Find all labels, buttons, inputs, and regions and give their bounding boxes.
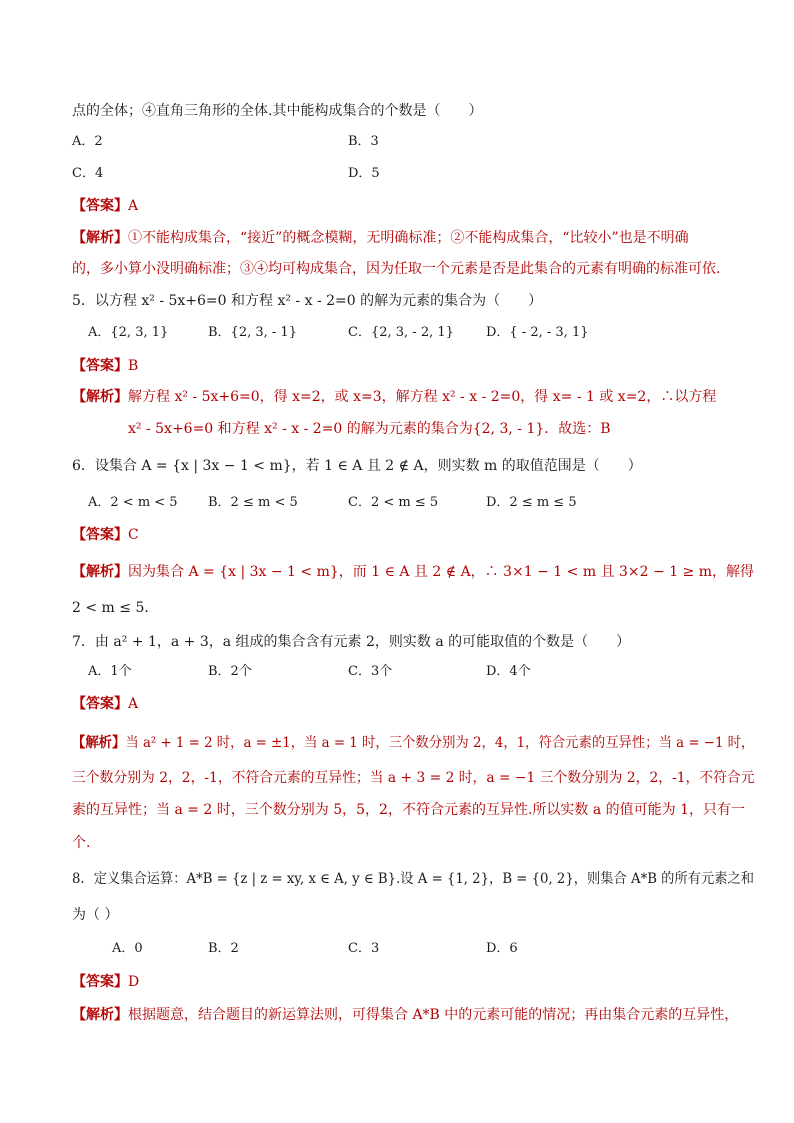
option-d: D．6 <box>486 941 518 956</box>
analysis-text: 的，多小算小没明确标准；③④均可构成集合，因为任取一个元素是否是此集合的元素有明确的标准可依. <box>72 261 721 277</box>
option-a: A．{2, 3, 1} <box>88 325 169 340</box>
option-a: A．0 <box>112 941 143 956</box>
option-c: C．3个 <box>348 664 393 679</box>
option-b: B．2 ≤ m < 5 <box>208 495 298 510</box>
question-7-stem: 7．由 a² + 1，a + 3，a 组成的集合含有元素 2，则实数 a 的可能取值的个数是（ ） <box>72 634 631 650</box>
question-6-stem: 6．设集合 A = {x | 3x − 1 < m}，若 1 ∈ A 且 2 ∉ A，则实数 m 的取值范围是（ ） <box>72 458 642 474</box>
analysis-text: 因为集合 A = {x | 3x − 1 < m}，而 1 ∈ A 且 2 ∉ A，∴ 3×1 − 1 < m 且 3×2 − 1 ≥ m，解得 <box>128 564 755 580</box>
option-b: B．2个 <box>208 664 252 679</box>
answer-value: A <box>128 198 139 214</box>
option-a: A．1个 <box>88 664 132 679</box>
analysis-text: 个. <box>72 835 91 851</box>
analysis-text: 当 a² + 1 = 2 时，a = ±1，当 a = 1 时，三个数分别为 2，4，1，符合元素的互异性；当 a = −1 时， <box>125 735 755 751</box>
answer-tag: 【答案】 <box>72 527 128 543</box>
analysis-text: ①不能构成集合，“接近”的概念模糊，无明确标准；②不能构成集合，“比较小”也是不明确 <box>128 230 689 246</box>
question-continuation: 点的全体；④直角三角形的全体.其中能构成集合的个数是（ ） <box>72 103 483 119</box>
answer-tag: 【答案】 <box>72 696 128 712</box>
analysis-text: 2 < m ≤ 5． <box>72 600 159 616</box>
option-d: D．5 <box>348 166 380 181</box>
answer-value: B <box>128 358 139 374</box>
question-8-stem: 8．定义集合运算：A*B = {z | z = xy, x ∈ A, y ∈ B}.设 A = {1, 2}，B = {0, 2}，则集合 A*B 的所有元素之和 <box>72 871 754 887</box>
analysis-line <box>72 562 754 582</box>
option-a: A．2 <box>72 134 103 149</box>
option-c: C．2 < m ≤ 5 <box>348 495 439 510</box>
answer-tag: 【答案】 <box>72 198 128 214</box>
analysis-tag: 【解析】 <box>72 735 126 751</box>
answer-value: A <box>128 696 139 712</box>
option-c: C．{2, 3, - 2, 1} <box>348 325 454 340</box>
analysis-text: 三个数分别为 2，2，-1，不符合元素的互异性；当 a + 3 = 2 时，a = −1 三个数分别为 2，2，-1，不符合元 <box>72 770 755 786</box>
answer-line <box>72 525 139 545</box>
analysis-line <box>72 387 716 407</box>
answer-tag: 【答案】 <box>72 974 128 990</box>
option-d: D．2 ≤ m ≤ 5 <box>486 495 577 510</box>
analysis-text: 素的互异性；当 a = 2 时，三个数分别为 5，5，2，不符合元素的互异性.所以实数 a 的值可能为 1，只有一 <box>72 802 746 818</box>
option-c: C．3 <box>348 941 380 956</box>
analysis-tag: 【解析】 <box>72 389 128 405</box>
analysis-line <box>72 733 754 753</box>
analysis-tag: 【解析】 <box>72 564 128 580</box>
question-8-stem: 为（ ） <box>72 907 119 923</box>
answer-line <box>72 972 139 992</box>
analysis-tag: 【解析】 <box>72 1007 128 1023</box>
option-d: D．{ - 2, - 3, 1} <box>486 325 589 340</box>
answer-value: D <box>128 974 140 990</box>
option-b: B．3 <box>348 134 379 149</box>
analysis-tag: 【解析】 <box>72 230 128 246</box>
answer-line <box>72 356 138 376</box>
option-b: B．2 <box>208 941 239 956</box>
option-a: A．2 < m < 5 <box>88 495 178 510</box>
option-d: D．4个 <box>486 664 531 679</box>
option-b: B．{2, 3, - 1} <box>208 325 297 340</box>
analysis-text: x² - 5x+6=0 和方程 x² - x - 2=0 的解为元素的集合为{2, 3, - 1}．故选：B <box>128 421 611 437</box>
answer-line <box>72 694 138 714</box>
answer-value: C <box>128 527 139 543</box>
answer-line <box>72 196 138 216</box>
analysis-text: 根据题意，结合题目的新运算法则，可得集合 A*B 中的元素可能的情况；再由集合元素的互异性， <box>128 1007 739 1023</box>
option-c: C．4 <box>72 166 104 181</box>
analysis-line <box>72 228 689 248</box>
analysis-line <box>72 1005 738 1025</box>
answer-tag: 【答案】 <box>72 358 128 374</box>
analysis-text: 解方程 x² - 5x+6=0，得 x=2，或 x=3，解方程 x² - x - 2=0，得 x= - 1 或 x=2，∴以方程 <box>128 389 717 405</box>
question-5-stem: 5．以方程 x² - 5x+6=0 和方程 x² - x - 2=0 的解为元素的集合为（ ） <box>72 293 543 309</box>
